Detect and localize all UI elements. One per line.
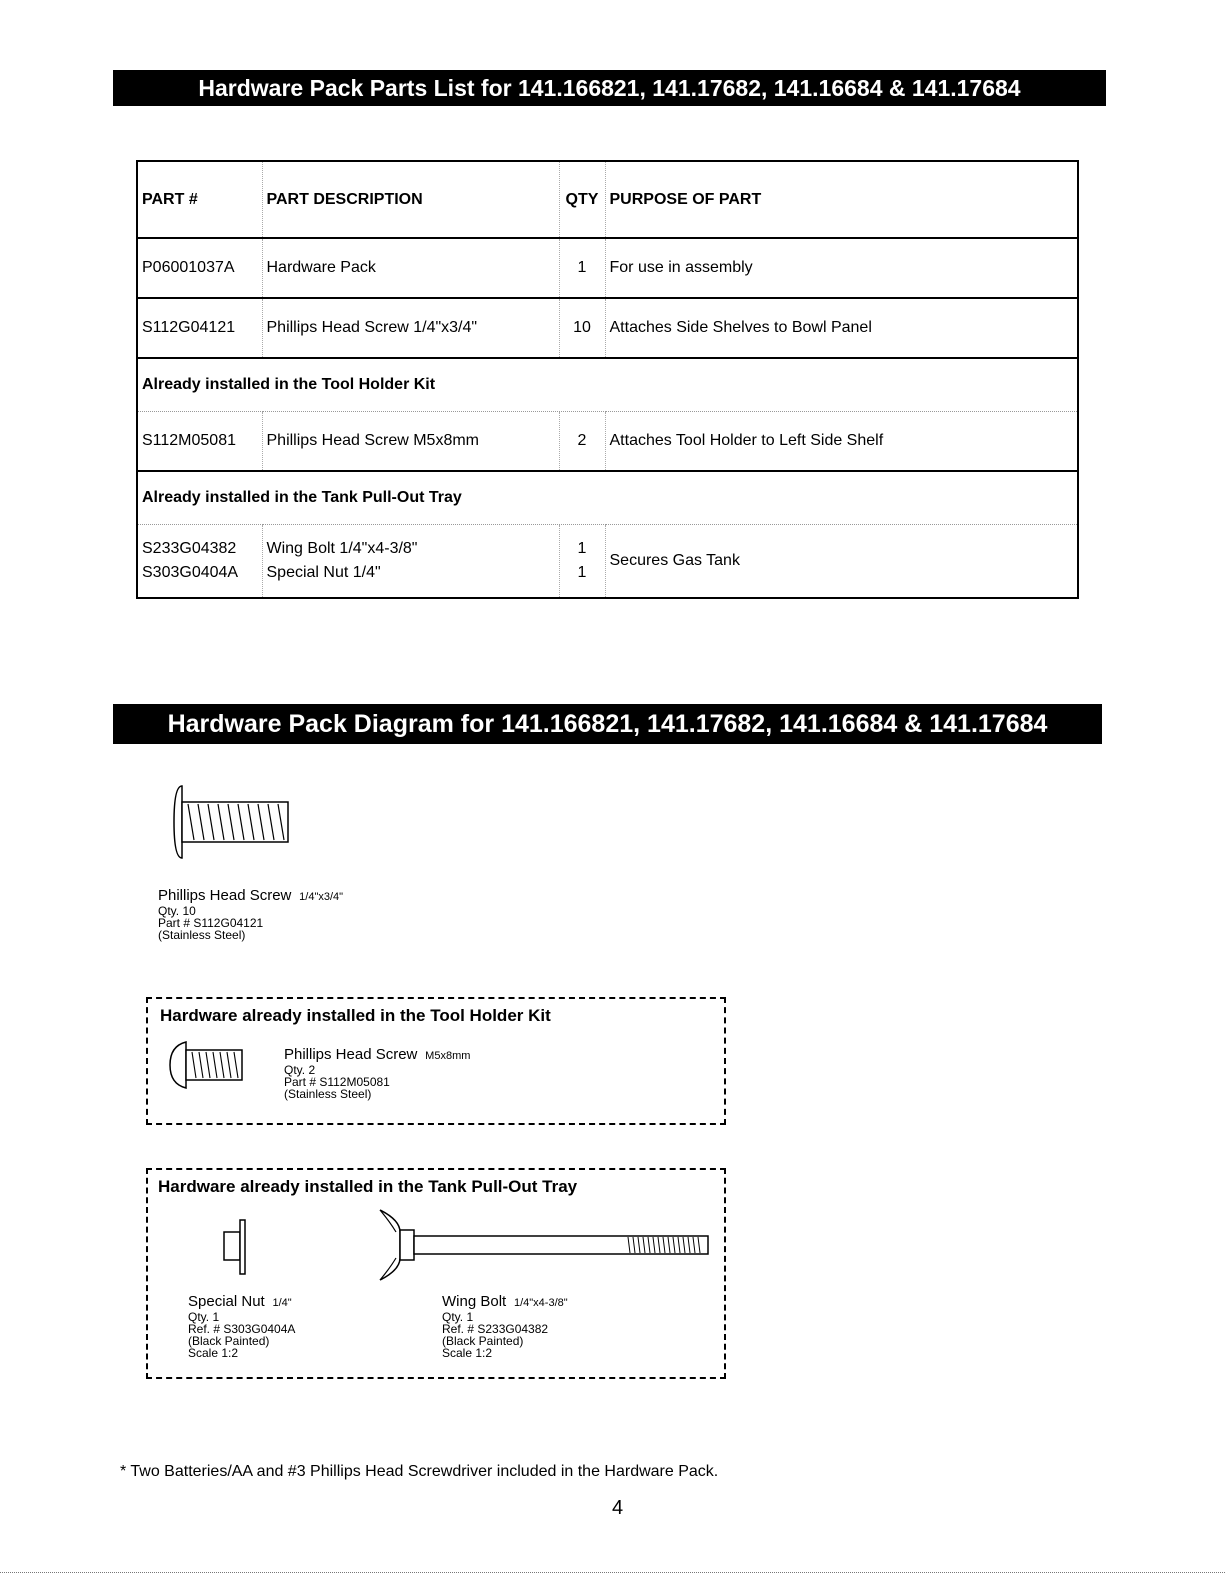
part-number-text: S233G04382 bbox=[142, 540, 237, 557]
purpose-cell: Secures Gas Tank bbox=[609, 552, 740, 569]
tool-holder-kit-title: Hardware already installed in the Tool Holder Kit bbox=[160, 1006, 551, 1025]
part-description-cell: Phillips Head Screw 1/4"x3/4" bbox=[262, 298, 559, 358]
qty-text: 1 bbox=[577, 564, 587, 581]
phillips-screw-icon bbox=[172, 782, 292, 862]
nut-size: 1/4" bbox=[272, 1297, 292, 1309]
nut-scale: Scale 1:2 bbox=[188, 1346, 239, 1360]
bolt-ref: Ref. # S233G04382 bbox=[442, 1322, 549, 1336]
table-row bbox=[137, 238, 1078, 298]
table-row bbox=[137, 298, 1078, 358]
purpose-cell: For use in assembly bbox=[605, 238, 1078, 298]
part-description-cell bbox=[262, 525, 559, 599]
qty-cell: 2 bbox=[559, 412, 605, 472]
part-description-text: Special Nut 1/4" bbox=[266, 564, 381, 581]
wing-bolt-label bbox=[442, 1294, 568, 1359]
screw-m5-qty: Qty. 2 bbox=[284, 1063, 316, 1077]
table-row bbox=[137, 525, 1078, 599]
bolt-name: Wing Bolt bbox=[442, 1293, 507, 1310]
purpose-cell: Attaches Tool Holder to Left Side Shelf bbox=[605, 412, 1078, 472]
part-number-cell bbox=[137, 525, 262, 599]
section-label: Already installed in the Tank Pull-Out Tray bbox=[137, 471, 1078, 525]
bolt-finish: (Black Painted) bbox=[442, 1334, 524, 1348]
bottom-divider bbox=[0, 1572, 1225, 1573]
phillips-screw-m5-icon bbox=[168, 1040, 248, 1090]
part-description-cell: Phillips Head Screw M5x8mm bbox=[262, 412, 559, 472]
screw-m5-part: Part # S112M05081 bbox=[284, 1075, 390, 1089]
part-description-cell: Hardware Pack bbox=[262, 238, 559, 298]
part-description-text: Wing Bolt 1/4"x4-3/8" bbox=[266, 540, 418, 557]
page-number: 4 bbox=[612, 1497, 624, 1519]
table-row bbox=[137, 412, 1078, 472]
section-row-tank-tray bbox=[137, 471, 1078, 525]
wing-bolt-icon bbox=[378, 1208, 713, 1282]
nut-qty: Qty. 1 bbox=[188, 1310, 220, 1324]
screw-m5-label bbox=[284, 1047, 470, 1100]
bolt-qty: Qty. 1 bbox=[442, 1310, 474, 1324]
qty-cell: 10 bbox=[559, 298, 605, 358]
screw-m5-size: M5x8mm bbox=[425, 1050, 471, 1062]
part-number-cell: P06001037A bbox=[137, 238, 262, 298]
screw-1-label bbox=[158, 888, 343, 941]
qty-cell: 1 bbox=[559, 238, 605, 298]
parts-table bbox=[136, 160, 1079, 599]
header-part-description: PART DESCRIPTION bbox=[262, 161, 559, 238]
header-qty: QTY bbox=[559, 161, 605, 238]
header-purpose: PURPOSE OF PART bbox=[605, 161, 1078, 238]
section-row-tool-holder bbox=[137, 358, 1078, 412]
screw-m5-name: Phillips Head Screw bbox=[284, 1046, 418, 1063]
header-part-number: PART # bbox=[137, 161, 262, 238]
special-nut-label bbox=[188, 1294, 295, 1359]
diagram-banner: Hardware Pack Diagram for 141.166821, 141.17682, 141.16684 & 141.17684 bbox=[113, 704, 1102, 744]
part-number-cell: S112M05081 bbox=[137, 412, 262, 472]
bolt-size: 1/4"x4-3/8" bbox=[513, 1297, 568, 1309]
qty-cell bbox=[559, 525, 605, 599]
qty-text: 1 bbox=[577, 540, 587, 557]
tank-tray-title: Hardware already installed in the Tank Pull-Out Tray bbox=[158, 1177, 578, 1196]
part-number-cell: S112G04121 bbox=[137, 298, 262, 358]
bolt-scale: Scale 1:2 bbox=[442, 1346, 493, 1360]
table-header-row bbox=[137, 161, 1078, 238]
screw-1-size: 1/4"x3/4" bbox=[299, 891, 344, 903]
screw-m5-material: (Stainless Steel) bbox=[284, 1087, 372, 1101]
screw-1-material: (Stainless Steel) bbox=[158, 928, 246, 942]
footnote: * Two Batteries/AA and #3 Phillips Head Screwdriver included in the Hardware Pack. bbox=[120, 1463, 719, 1480]
section-label: Already installed in the Tool Holder Kit bbox=[137, 358, 1078, 412]
screw-1-qty: Qty. 10 bbox=[158, 904, 196, 918]
special-nut-icon bbox=[222, 1218, 252, 1278]
nut-ref: Ref. # S303G0404A bbox=[188, 1322, 296, 1336]
nut-finish: (Black Painted) bbox=[188, 1334, 270, 1348]
nut-name: Special Nut bbox=[188, 1293, 265, 1310]
part-number-text: S303G0404A bbox=[142, 564, 239, 581]
screw-1-name: Phillips Head Screw bbox=[158, 887, 292, 904]
purpose-cell: Attaches Side Shelves to Bowl Panel bbox=[605, 298, 1078, 358]
parts-list-banner: Hardware Pack Parts List for 141.166821, 141.17682, 141.16684 & 141.17684 bbox=[113, 70, 1106, 106]
screw-1-part: Part # S112G04121 bbox=[158, 916, 264, 930]
